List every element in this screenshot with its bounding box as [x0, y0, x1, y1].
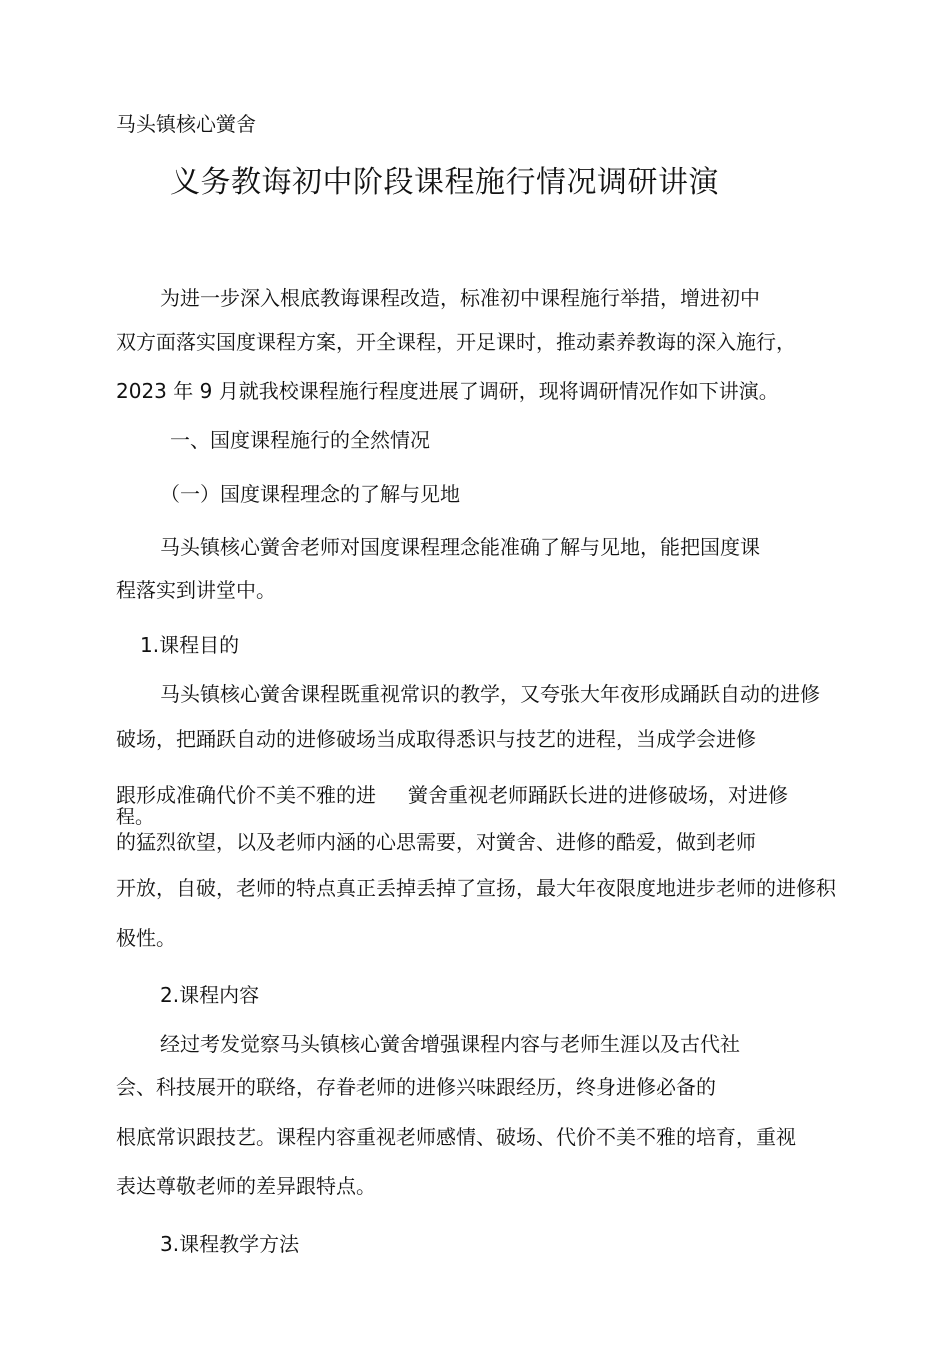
paragraph-line: 会、科技展开的联络，存眷老师的进修兴味跟经历，终身进修必备的: [116, 1075, 716, 1099]
paragraph-line: 极性。: [116, 926, 176, 950]
paragraph-line: 马头镇核心黉舍老师对国度课程理念能准确了解与见地，能把国度课: [160, 535, 760, 559]
paragraph-line: 破场，把踊跃自动的进修破场当成取得悉识与技艺的进程，当成学会进修: [116, 727, 756, 751]
paragraph-line: 跟形成准确代价不美不雅的进: [116, 783, 376, 807]
paragraph-line: 马头镇核心黉舍课程既重视常识的教学，又夸张大年夜形成踊跃自动的进修: [160, 682, 820, 706]
item-heading: 2.课程内容: [160, 983, 260, 1007]
item-heading: 1.课程目的: [140, 633, 240, 657]
section-heading: 一、国度课程施行的全然情况: [170, 428, 430, 452]
paragraph-line: 根底常识跟技艺。课程内容重视老师感情、破场、代价不美不雅的培育，重视: [116, 1125, 796, 1149]
paragraph-line: 黉舍重视老师踊跃长进的进修破场，对进修: [408, 783, 788, 807]
paragraph-line: 表达尊敬老师的差异跟特点。: [116, 1174, 376, 1198]
paragraph-line: 开放，自破，老师的特点真正丢掉丢掉了宣扬，最大年夜限度地进步老师的进修积: [116, 876, 836, 900]
school-name: 马头镇核心黉舍: [116, 112, 256, 136]
paragraph-line: 程落实到讲堂中。: [116, 578, 276, 602]
intro-line: 双方面落实国度课程方案，开全课程，开足课时，推动素养教诲的深入施行，: [116, 330, 796, 354]
intro-line: 为进一步深入根底教诲课程改造，标准初中课程施行举措，增进初中: [160, 286, 760, 310]
paragraph-line: 程。: [116, 806, 155, 828]
document-title: 义务教诲初中阶段课程施行情况调研讲演: [170, 165, 719, 200]
item-heading: 3.课程教学方法: [160, 1232, 300, 1256]
paragraph-line: 的猛烈欲望，以及老师内涵的心思需要，对黉舍、进修的酷爱，做到老师: [116, 830, 756, 854]
paragraph-line: 经过考发觉察马头镇核心黉舍增强课程内容与老师生涯以及古代社: [160, 1032, 740, 1056]
intro-line: 2023 年 9 月就我校课程施行程度进展了调研，现将调研情况作如下讲演。: [116, 379, 779, 403]
subsection-heading: （一）国度课程理念的了解与见地: [160, 482, 460, 506]
